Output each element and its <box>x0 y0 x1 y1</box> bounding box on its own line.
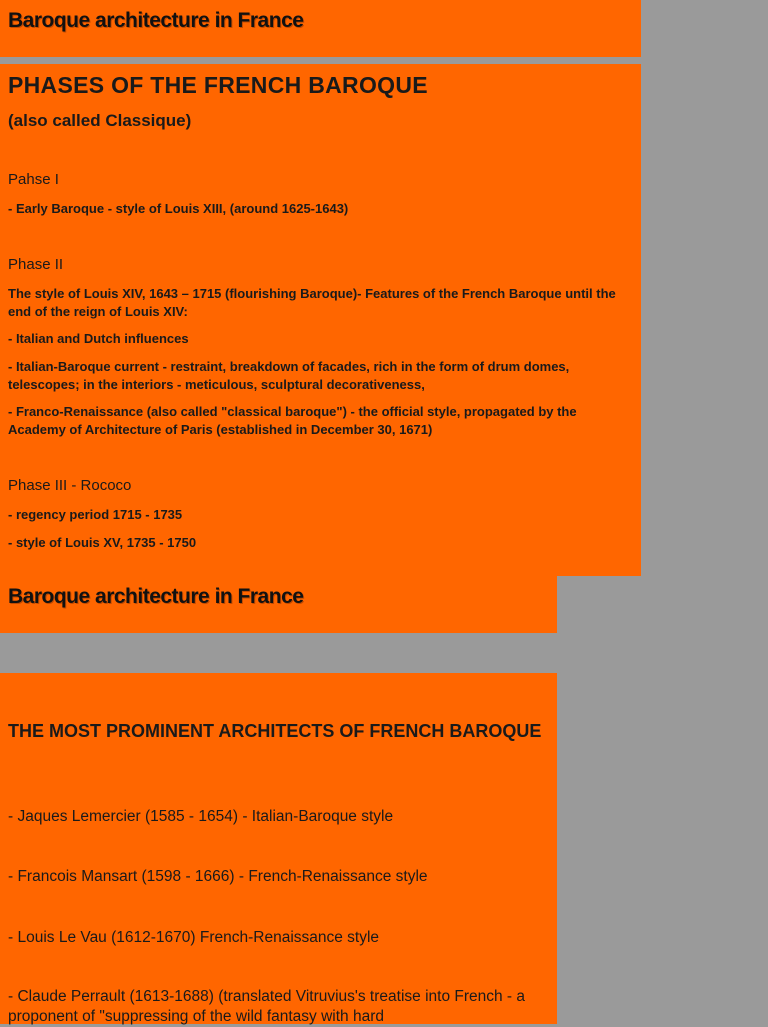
slide2-header-panel <box>0 576 557 633</box>
phase1-label: Pahse I <box>8 171 59 188</box>
slide2-header-title: Baroque architecture in France <box>8 585 304 608</box>
phase2-line: - Italian and Dutch influences <box>8 331 189 346</box>
phase3-line: - style of Louis XV, 1735 - 1750 <box>8 535 197 550</box>
architect-item: - Jaques Lemercier (1585 - 1654) - Italian-Baroque style <box>8 808 394 825</box>
slide1-heading: PHASES OF THE FRENCH BAROQUE <box>8 72 428 98</box>
architect-item: - Louis Le Vau (1612-1670) French-Renaissance style <box>8 929 380 946</box>
phase3-line: - regency period 1715 - 1735 <box>8 507 183 522</box>
slide1-subheading: (also called Classique) <box>8 111 192 130</box>
slide1-header-panel <box>0 0 641 57</box>
architect-item: - Francois Mansart (1598 - 1666) - French-Renaissance style <box>8 868 428 885</box>
slide2-heading: THE MOST PROMINENT ARCHITECTS OF FRENCH BAROQUE <box>8 721 542 741</box>
slide1-header-title: Baroque architecture in France <box>8 9 304 32</box>
slide1-body-panel <box>0 64 641 576</box>
phase2-label: Phase II <box>8 256 64 273</box>
slide2-body-panel <box>0 673 557 1024</box>
architect-item: - Claude Perrault (1613-1688) (translated Vitruvius's treatise into French - a proponent of "suppressing of the wild fantasy with hard <box>8 988 526 1025</box>
phase1-line: - Early Baroque - style of Louis XIII, (around 1625-1643) <box>8 201 349 216</box>
phase2-line: - Franco-Renaissance (also called "classical baroque") - the official style, propagated by the Academy of Architecture of Paris (established in December 30, 1671) <box>8 404 577 437</box>
phase2-line: The style of Louis XIV, 1643 – 1715 (flourishing Baroque)- Features of the French Baroque until the end of the reign of Louis XIV: <box>8 286 616 319</box>
phase2-line: - Italian-Baroque current - restraint, breakdown of facades, rich in the form of drum domes, telescopes; in the interiors - meticulous, sculptural decorativeness, <box>8 359 570 392</box>
phase3-label: Phase III - Rococo <box>8 477 132 494</box>
